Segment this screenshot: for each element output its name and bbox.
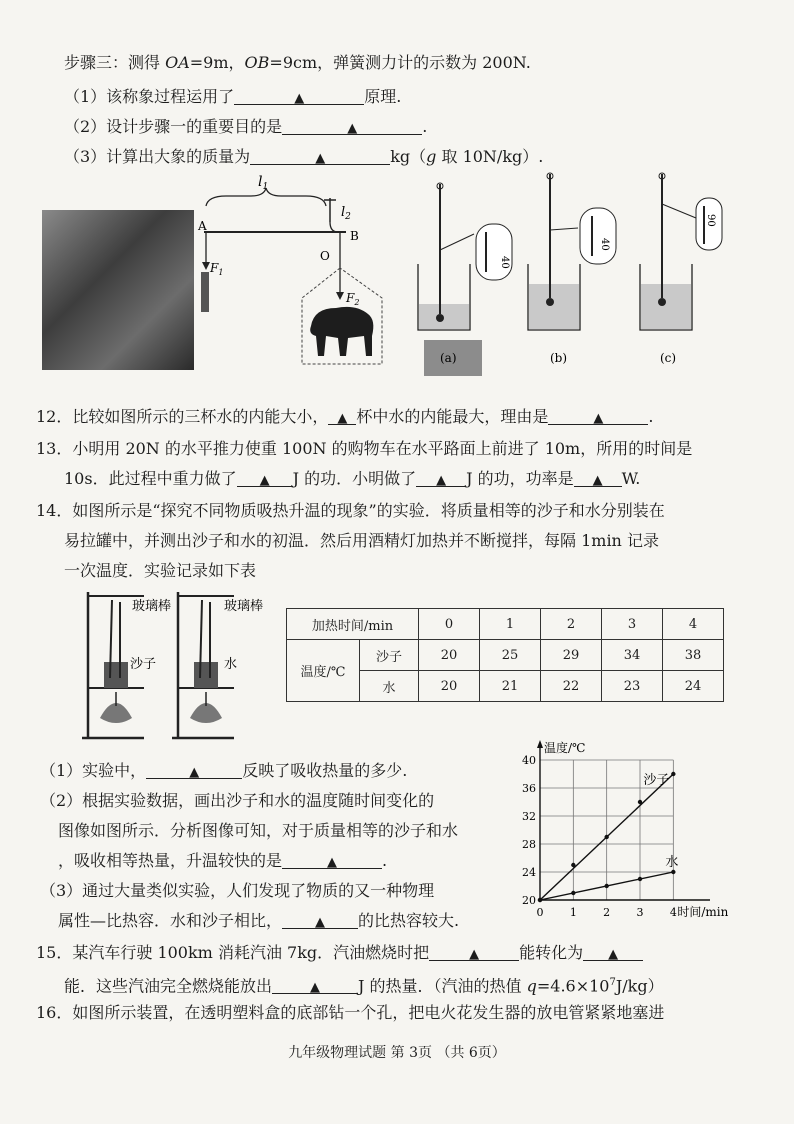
table-cell: 29 [541,640,602,671]
table-cell: 21 [480,671,541,702]
y-tick-label: 36 [522,782,536,795]
question-13-line2: 10s．此过程中重力做了 ▲ J 的功．小明做了 ▲ J 的功，功率是 ▲ W. [64,469,641,488]
y-tick-label: 28 [522,838,536,851]
q14-sub3-line1: （3）通过大量类似实验，人们发现了物质的又一种物理 [40,881,435,900]
reading-b: 40 [599,238,610,251]
table-header-cell: 4 [663,609,724,640]
elephant-silhouette [310,307,373,356]
label-b: (b) [550,351,568,365]
y-axis-arrow [537,740,543,748]
l2-label: $l_2$ [341,205,351,222]
table-cell: 沙子 [360,640,419,671]
rod-label-sand: 玻璃棒 [132,599,172,614]
x-tick-label: 2 [603,906,611,919]
question-16-line1: 16．如图所示装置，在透明塑料盒的底部钻一个孔，把电火花发生器的放电管紧紧地塞进 [36,1003,665,1022]
table-header-row [287,609,724,640]
answer-blank[interactable]: ▲ [282,850,382,869]
page-footer: 九年级物理试题 第 3页 （共 6页） [288,1045,506,1061]
step3-q2: （2）设计步骤一的重要目的是 ▲ . [64,117,428,136]
water-label: 水 [224,657,238,672]
table-header-cell: 2 [541,609,602,640]
x-tick-label: 1 [569,906,577,919]
data-point [538,898,542,902]
data-table [286,608,724,702]
step3-q1: （1）该称象过程运用了 ▲ 原理. [64,87,402,106]
x-tick-label: 3 [636,906,644,919]
table-cell: 24 [663,671,724,702]
f1-label: $F_1$ [210,261,224,277]
data-point [638,800,642,804]
x-tick-label: 4 [669,906,677,919]
y-axis-label: 温度/℃ [544,741,586,755]
table-cell: 20 [419,671,480,702]
answer-blank[interactable]: ▲ [574,468,622,487]
lever-diagram [196,174,420,378]
table-header-cell: 0 [419,609,480,640]
table-cell: 20 [419,640,480,671]
answer-blank[interactable]: ▲ [250,146,390,165]
answer-blank[interactable]: ▲ [282,910,358,929]
q14-sub3-line2: 属性—比热容．水和沙子相比， ▲ 的比热容较大. [58,911,460,930]
table-cell: 23 [602,671,663,702]
table-header-cell: 加热时间/min [287,609,419,640]
apparatus-sand [82,592,171,738]
q14-sub2-line3: ，吸收相等热量，升温较快的是 ▲ . [58,851,388,870]
answer-blank[interactable]: ▲ [272,975,358,994]
q14-sub2-line2: 图像如图所示．分析图像可知，对于质量相等的沙子和水 [58,821,459,840]
table-header-cell: 1 [480,609,541,640]
beaker-c [640,173,722,365]
apparatus-water [172,592,263,738]
data-point [571,891,575,895]
sand-label: 沙子 [130,657,157,672]
label-a: (a) [440,351,457,365]
table-cell: 水 [360,671,419,702]
answer-blank[interactable]: ▲ [234,86,364,105]
point-a-label: A [198,219,207,233]
answer-blank[interactable]: ▲ [548,406,648,425]
y-tick-label: 40 [522,754,536,767]
rod-label-water: 玻璃棒 [224,599,264,614]
l1-label: $l_1$ [258,174,269,192]
data-point [638,877,642,881]
answer-blank[interactable]: ▲ [282,116,422,135]
reading-a: 40 [499,256,510,269]
answer-blank[interactable]: ▲ [237,468,293,487]
f2-label: $F_2$ [346,291,360,307]
heating-apparatus [78,588,268,744]
data-point [604,884,608,888]
elephant-weighing-photo [42,210,194,370]
answer-blank[interactable]: ▲ [328,406,356,425]
point-b-label: B [350,229,359,243]
question-13-line1: 13．小明用 20N 的水平推力使重 100N 的购物车在水平路面上前进了 10m，所用的时间是 [36,439,693,458]
question-14-line3: 一次温度．实验记录如下表 [64,561,257,580]
beaker-b [528,173,616,365]
step3-q3: （3）计算出大象的质量为 ▲ kg（g 取 10N/kg）. [64,147,544,166]
table-cell: 34 [602,640,663,671]
thermometer-figures [414,168,724,382]
data-point [671,870,675,874]
table-header-cell: 3 [602,609,663,640]
chart-labels [522,740,729,919]
series-label: 沙子 [643,773,670,788]
question-14-line2: 易拉罐中，并测出沙子和水的初温．然后用酒精灯加热并不断搅拌，每隔 1min 记录 [64,531,659,550]
q14-sub2-line1: （2）根据实验数据，画出沙子和水的温度随时间变化的 [40,791,435,810]
q14-sub1: （1）实验中， ▲ 反映了吸收热量的多少. [40,761,408,780]
x-axis-label: 时间/min [677,905,729,919]
answer-blank[interactable]: ▲ [429,942,519,961]
point-o-label: O [320,249,330,263]
data-point [571,863,575,867]
answer-blank[interactable]: ▲ [146,760,242,779]
y-tick-label: 20 [522,894,536,907]
y-tick-label: 32 [522,810,536,823]
reading-c: 90 [705,214,716,227]
data-point [604,835,608,839]
question-12: 12．比较如图所示的三杯水的内能大小， ▲ 杯中水的内能最大，理由是 ▲ . [36,407,654,426]
y-tick-label: 24 [522,866,536,879]
question-15-line1: 15．某汽车行驶 100km 消耗汽油 7kg．汽油燃烧时把 ▲ 能转化为 ▲ [36,942,643,964]
answer-blank[interactable]: ▲ [583,942,643,961]
x-tick-label: 0 [536,906,544,919]
data-point [671,772,675,776]
series-label: 水 [665,855,679,870]
fulcrum-hook [330,222,338,232]
table-cell: 25 [480,640,541,671]
table-cell: 22 [541,671,602,702]
table-row [287,640,724,671]
beaker-a [418,183,512,376]
table-row-label: 温度/℃ [287,640,360,702]
step3-text: 步骤三：测得 OA=9m，OB=9cm，弹簧测力计的示数为 200N. [64,53,531,72]
temperature-chart [500,726,729,924]
label-c: (c) [660,351,677,365]
question-14-line1: 14．如图所示是“探究不同物质吸热升温的现象”的实验．将质量相等的沙子和水分别装在 [36,501,665,520]
spring-scale [201,272,209,312]
answer-blank[interactable]: ▲ [416,468,466,487]
chart-axes [537,740,710,900]
table-cell: 38 [663,640,724,671]
question-15-line2: 能．这些汽油完全燃烧能放出 ▲ J 的热量．（汽油的热值 $q=4.6\times 10^7J/kg$） [64,976,664,996]
